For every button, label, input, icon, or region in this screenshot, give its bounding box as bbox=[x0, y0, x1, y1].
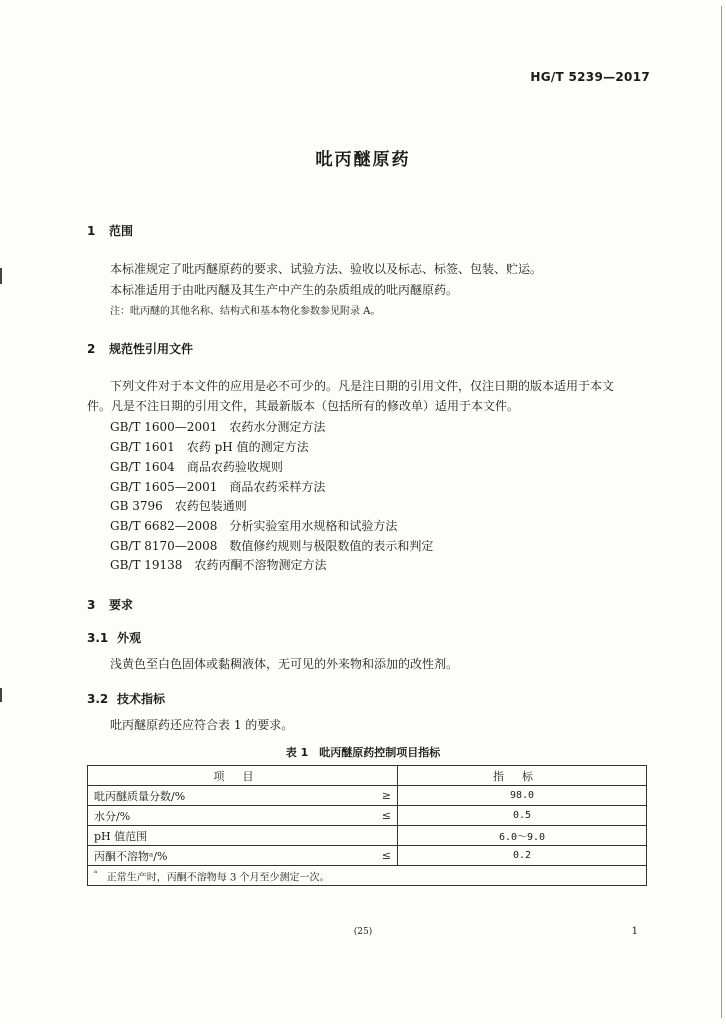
appearance-text: 浅黄色至白色固体或黏稠液体，无可见的外来物和添加的改性剂。 bbox=[110, 657, 459, 671]
reference-code: GB/T 1600—2001 bbox=[110, 420, 218, 434]
subsection-title: 外观 bbox=[117, 631, 142, 645]
references-intro-line-1: 下列文件对于本文件的应用是必不可少的。凡是注日期的引用文件，仅注日期的版本适用于本文 bbox=[110, 379, 615, 393]
section-title: 范围 bbox=[109, 224, 134, 238]
section-heading-1 bbox=[87, 222, 133, 239]
scope-paragraph-2: 本标准适用于由吡丙醚及其生产中产生的杂质组成的吡丙醚原药。 bbox=[110, 283, 459, 297]
reference-item bbox=[110, 537, 433, 554]
table-row bbox=[88, 826, 647, 846]
reference-title: 商品农药采样方法 bbox=[229, 480, 326, 494]
table-caption: 表 1 吡丙醚原药控制项目指标 bbox=[285, 746, 441, 759]
section-title: 要求 bbox=[109, 598, 134, 612]
reference-title: 农药水分测定方法 bbox=[229, 420, 326, 434]
spec-table bbox=[87, 765, 647, 886]
table-footnote-row bbox=[88, 866, 647, 886]
reference-code: GB/T 1601 bbox=[110, 440, 175, 454]
reference-code: GB/T 1604 bbox=[110, 460, 175, 474]
reference-item bbox=[110, 418, 325, 435]
reference-code: GB/T 19138 bbox=[110, 558, 183, 572]
reference-item bbox=[110, 438, 309, 455]
item-value: 0.5 bbox=[398, 806, 647, 826]
reference-title: 数值修约规则与极限数值的表示和判定 bbox=[229, 539, 434, 553]
item-value: 98.0 bbox=[398, 786, 647, 806]
subsection-number: 3.1 bbox=[87, 631, 109, 645]
scope-note: 注：吡丙醚的其他名称、结构式和基本物化参数参见附录 A。 bbox=[110, 306, 381, 317]
subsection-title: 技术指标 bbox=[117, 692, 166, 706]
section-number: 1 bbox=[87, 224, 96, 238]
document-title: 吡丙醚原药 bbox=[315, 150, 411, 170]
reference-item bbox=[110, 556, 326, 573]
reference-item bbox=[110, 458, 283, 475]
item-name: 水分/% bbox=[94, 809, 131, 823]
reference-title: 农药丙酮不溶物测定方法 bbox=[194, 558, 327, 572]
page-number: 1 bbox=[631, 926, 638, 937]
subsection-heading-3-2 bbox=[87, 690, 165, 707]
subsection-number: 3.2 bbox=[87, 692, 109, 706]
table-footnote: 正常生产时，丙酮不溶物每 3 个月至少测定一次。 bbox=[106, 872, 330, 884]
reference-item bbox=[110, 478, 325, 495]
reference-title: 分析实验室用水规格和试验方法 bbox=[229, 519, 398, 533]
scope-paragraph-1: 本标准规定了吡丙醚原药的要求、试验方法、验收以及标志、标签、包装、贮运。 bbox=[110, 262, 543, 276]
table-row bbox=[88, 806, 647, 826]
footnote-mark: ᵃ bbox=[94, 867, 98, 878]
page-center-number: (25) bbox=[353, 927, 373, 937]
section-number: 3 bbox=[87, 598, 96, 612]
item-value: 6.0～9.0 bbox=[398, 826, 647, 846]
table-row bbox=[88, 846, 647, 866]
scan-edge-mark bbox=[0, 688, 2, 702]
section-heading-2 bbox=[87, 340, 193, 357]
table-header-row bbox=[88, 766, 647, 786]
reference-title: 商品农药验收规则 bbox=[186, 460, 283, 474]
item-name: 丙酮不溶物ᵃ/% bbox=[94, 849, 168, 863]
reference-code: GB/T 8170—2008 bbox=[110, 539, 218, 553]
reference-item bbox=[110, 497, 247, 514]
section-number: 2 bbox=[87, 342, 96, 356]
operator: ≤ bbox=[381, 809, 391, 822]
references-intro-line-2: 件。凡是不注日期的引用文件，其最新版本（包括所有的修改单）适用于本文件。 bbox=[87, 399, 520, 413]
standard-code: HG/T 5239—2017 bbox=[530, 70, 650, 84]
reference-title: 农药包装通则 bbox=[174, 499, 247, 513]
header-index: 指标 bbox=[398, 766, 647, 786]
tech-spec-text: 吡丙醚原药还应符合表 1 的要求。 bbox=[110, 718, 294, 732]
item-name: 吡丙醚质量分数/% bbox=[94, 789, 186, 803]
operator: ≥ bbox=[381, 789, 391, 802]
operator: ≤ bbox=[381, 849, 391, 862]
item-name: pH 值范围 bbox=[94, 829, 148, 843]
scan-edge-mark bbox=[0, 268, 2, 284]
reference-title: 农药 pH 值的测定方法 bbox=[186, 440, 309, 454]
section-title: 规范性引用文件 bbox=[109, 342, 194, 356]
section-heading-3 bbox=[87, 596, 133, 613]
reference-code: GB/T 1605—2001 bbox=[110, 480, 218, 494]
reference-code: GB/T 6682—2008 bbox=[110, 519, 218, 533]
reference-code: GB 3796 bbox=[110, 499, 163, 513]
item-value: 0.2 bbox=[398, 846, 647, 866]
reference-item bbox=[110, 517, 397, 534]
header-item: 项目 bbox=[88, 766, 398, 786]
subsection-heading-3-1 bbox=[87, 629, 141, 646]
table-row bbox=[88, 786, 647, 806]
